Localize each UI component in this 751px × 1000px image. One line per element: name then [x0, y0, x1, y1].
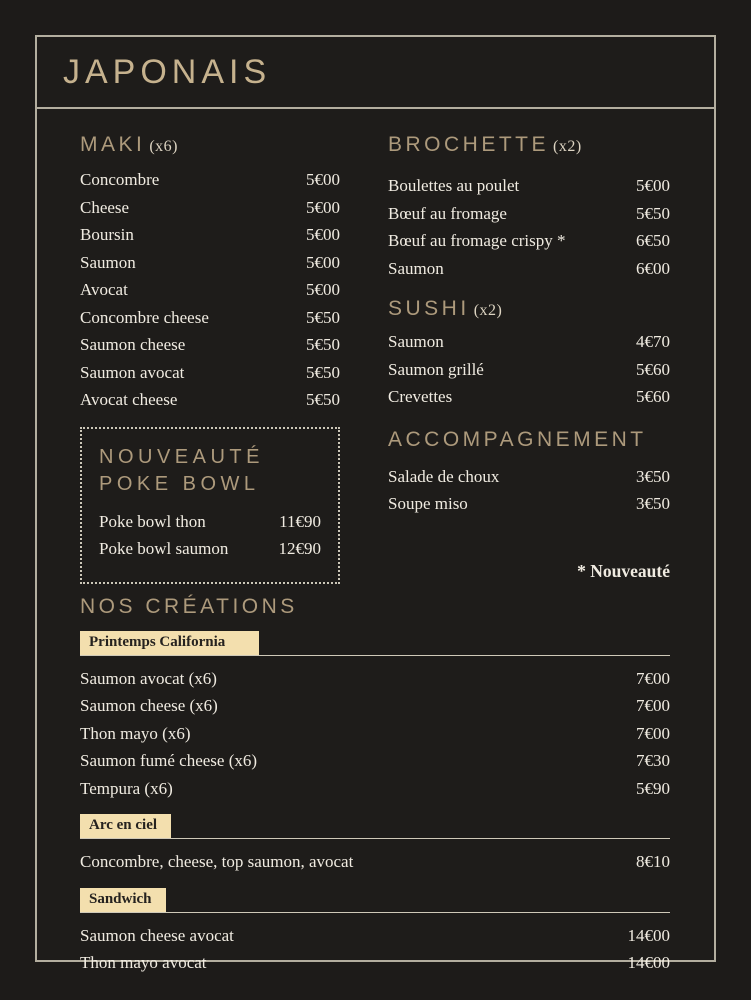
item-name: Cheese: [80, 197, 130, 217]
group-tab-label: Sandwich: [80, 888, 166, 912]
item-name: Saumon cheese (x6): [80, 696, 218, 715]
item-price: 8€10: [636, 852, 670, 871]
accompagnement-title-text: ACCOMPAGNEMENT: [388, 427, 647, 451]
item-price: 5€50: [306, 390, 340, 409]
group-item-list: [80, 848, 670, 876]
menu-item-row: [80, 249, 340, 277]
item-price: 6€00: [636, 258, 670, 278]
item-name: Saumon cheese: [80, 335, 186, 354]
brochette-item-list: [388, 172, 670, 282]
menu-item-row: [80, 304, 340, 332]
creations-group-printemps-california: [80, 631, 670, 803]
menu-card: [35, 35, 716, 972]
item-price: 5€90: [636, 778, 670, 798]
group-tab-label: Printemps California: [80, 631, 259, 655]
item-price: 12€90: [278, 539, 321, 558]
item-name: Concombre cheese: [80, 307, 209, 327]
menu-item-row: [80, 166, 340, 194]
item-name: Saumon cheese avocat: [80, 925, 234, 945]
menu-item-row: [80, 775, 670, 803]
section-title-sushi: [388, 297, 670, 323]
item-price: 4€70: [636, 332, 670, 351]
left-column: [80, 133, 340, 584]
group-header: [80, 631, 670, 656]
group-header: [80, 814, 670, 839]
item-price: 5€00: [306, 170, 340, 189]
menu-item-row: [80, 386, 340, 414]
item-name: Boulettes au poulet: [388, 176, 520, 195]
brochette-title-text: BROCHETTE: [388, 133, 550, 156]
section-title-creations: NOS CRÉATIONS: [80, 594, 298, 618]
item-price: 5€00: [306, 252, 340, 272]
item-price: 5€50: [306, 335, 340, 354]
item-name: Bœuf au fromage: [388, 203, 507, 223]
item-price: 14€00: [627, 953, 670, 972]
menu-item-row: [80, 665, 670, 693]
item-price: 5€50: [306, 362, 340, 382]
item-price: 7€00: [636, 668, 670, 688]
sushi-section: [388, 297, 670, 411]
maki-item-list: [80, 166, 340, 414]
item-name: Saumon fumé cheese (x6): [80, 751, 258, 770]
item-price: 5€00: [636, 176, 670, 195]
item-name: Avocat cheese: [80, 390, 178, 409]
creations-group-arc-en-ciel: [80, 814, 670, 876]
section-title-accompagnement: [388, 428, 670, 452]
section-title-maki: [80, 133, 340, 159]
item-name: Thon mayo avocat: [80, 953, 207, 972]
section-title-brochette: [388, 133, 670, 159]
item-price: 5€50: [306, 307, 340, 327]
sushi-title-suffix: (x2): [473, 302, 503, 319]
item-price: 3€50: [636, 466, 670, 486]
item-price: 7€00: [636, 723, 670, 743]
menu-item-row: [388, 328, 670, 356]
sushi-item-list: [388, 328, 670, 411]
menu-item-row: [80, 692, 670, 720]
item-name: Salade de choux: [388, 466, 500, 486]
menu-item-row: [388, 227, 670, 255]
item-name: Saumon avocat (x6): [80, 668, 217, 688]
menu-title: JAPONAIS: [63, 52, 272, 91]
menu-title-band: [37, 37, 714, 109]
item-price: 5€60: [636, 387, 670, 406]
item-price: 5€50: [636, 203, 670, 223]
menu-item-row: [80, 359, 340, 387]
group-item-list: [80, 922, 670, 977]
group-header: [80, 888, 670, 913]
item-name: Saumon: [388, 332, 444, 351]
creations-group-sandwich: [80, 888, 670, 977]
item-name: Poke bowl saumon: [99, 539, 229, 558]
menu-item-row: [388, 172, 670, 200]
brochette-title-suffix: (x2): [553, 138, 582, 155]
item-name: Tempura (x6): [80, 778, 173, 798]
item-price: 5€00: [306, 197, 340, 217]
item-price: 5€00: [306, 225, 340, 244]
group-item-list: [80, 665, 670, 803]
item-price: 5€60: [636, 359, 670, 379]
item-name: Saumon: [388, 258, 444, 278]
menu-item-row: [388, 200, 670, 228]
item-name: Crevettes: [388, 387, 453, 406]
menu-item-row: [388, 255, 670, 283]
item-name: Boursin: [80, 225, 134, 244]
item-name: Concombre: [80, 170, 160, 189]
nouveaute-note: * Nouveauté: [577, 560, 670, 581]
item-name: Saumon: [80, 252, 136, 272]
menu-item-row: [80, 922, 670, 950]
poke-item-list: [99, 508, 321, 563]
item-name: Concombre, cheese, top saumon, avocat: [80, 852, 354, 871]
menu-item-row: [80, 720, 670, 748]
menu-item-row: [80, 331, 340, 359]
accompagnement-item-list: [388, 463, 670, 518]
creations-section: [80, 595, 670, 977]
menu-item-row: [388, 490, 670, 518]
right-column: [388, 133, 670, 584]
item-price: 11€90: [279, 511, 321, 531]
poke-bowl-box: [80, 427, 340, 584]
menu-item-row: [388, 383, 670, 411]
maki-title-text: MAKI: [80, 133, 146, 156]
item-price: 7€30: [636, 751, 670, 770]
poke-box-title-line1: NOUVEAUTÉ: [99, 445, 264, 468]
menu-item-row: [99, 508, 321, 536]
menu-item-row: [80, 848, 670, 876]
item-price: 3€50: [636, 494, 670, 513]
menu-item-row: [80, 276, 340, 304]
item-name: Saumon grillé: [388, 359, 484, 379]
item-name: Thon mayo (x6): [80, 723, 191, 743]
menu-item-row: [80, 747, 670, 775]
item-name: Avocat: [80, 280, 128, 299]
menu-content: [37, 109, 714, 977]
item-price: 14€00: [627, 925, 670, 945]
item-price: 6€50: [636, 231, 670, 250]
item-name: Bœuf au fromage crispy *: [388, 231, 566, 250]
poke-box-title-line2: POKE BOWL: [99, 472, 260, 495]
maki-title-suffix: (x6): [149, 138, 178, 155]
menu-item-row: [80, 949, 670, 977]
item-name: Saumon avocat: [80, 362, 185, 382]
accompagnement-section: [388, 428, 670, 518]
menu-item-row: [388, 356, 670, 384]
item-name: Poke bowl thon: [99, 511, 206, 531]
group-tab-label: Arc en ciel: [80, 814, 171, 838]
menu-item-row: [388, 463, 670, 491]
item-price: 5€00: [306, 280, 340, 299]
item-name: Soupe miso: [388, 494, 468, 513]
item-price: 7€00: [636, 696, 670, 715]
menu-item-row: [99, 535, 321, 563]
sushi-title-text: SUSHI: [388, 297, 470, 320]
menu-item-row: [80, 194, 340, 222]
menu-item-row: [80, 221, 340, 249]
